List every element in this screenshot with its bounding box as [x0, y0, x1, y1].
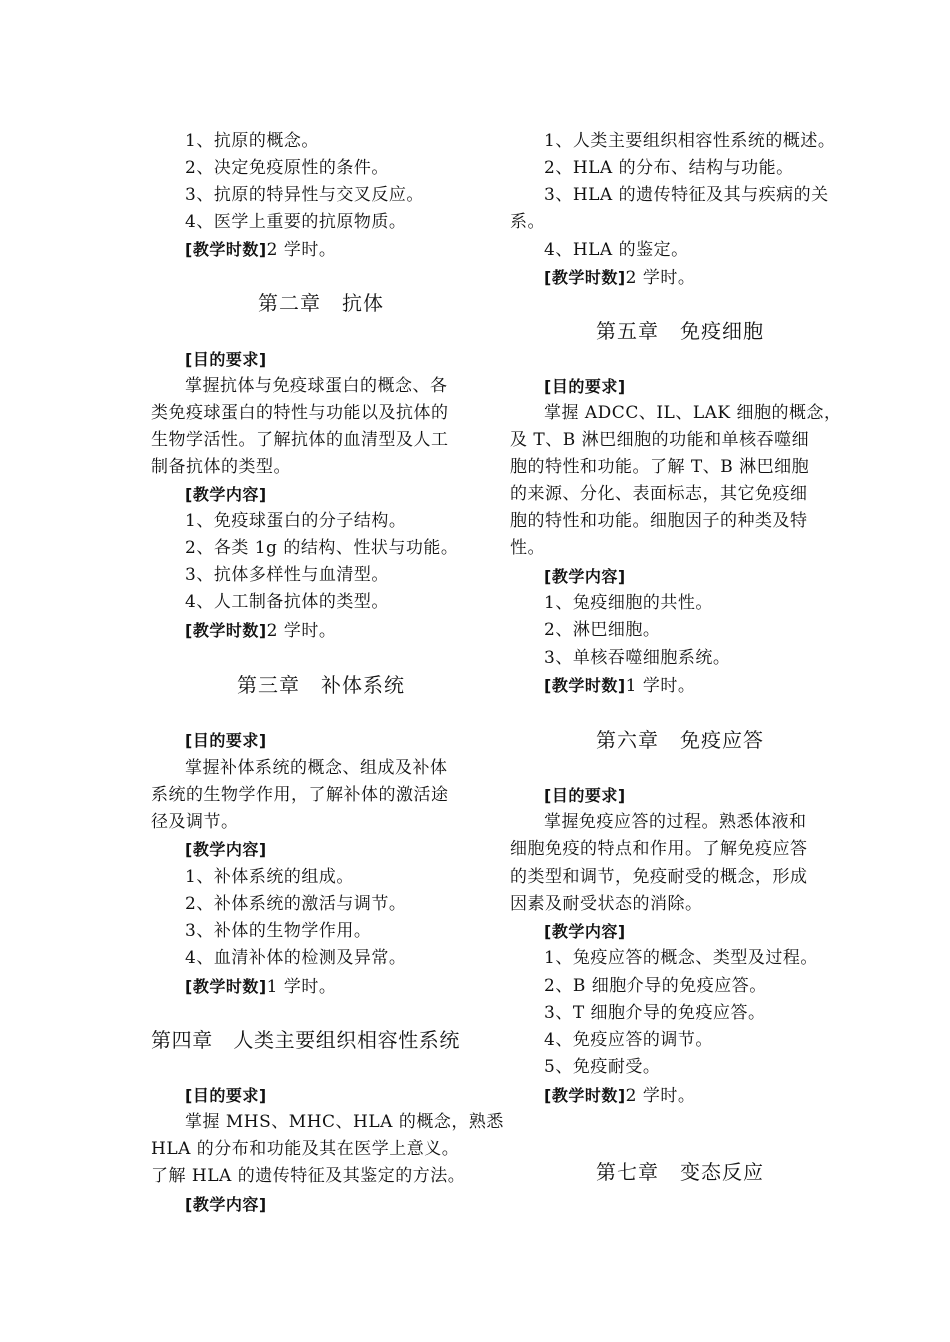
- antigen-item-2: 2、决定免疫原性的条件。: [185, 158, 389, 178]
- hours-heading: [教学时数]: [185, 240, 267, 259]
- ch5-goal-text-2: 及 T、B 淋巴细胞的功能和单核吞噬细: [510, 430, 810, 450]
- hours-value: 2 学时。: [625, 1086, 696, 1106]
- ch2-goal-text-1: 掌握抗体与免疫球蛋白的概念、各: [185, 376, 448, 396]
- ch5-goal-text-3: 胞的特性和功能。了解 T、B 淋巴细胞: [510, 457, 810, 477]
- ch2-goal-text-4: 制备抗体的类型。: [151, 457, 291, 477]
- hla-item-2: 2、HLA 的分布、结构与功能。: [544, 158, 794, 178]
- ch6-item-5: 5、免疫耐受。: [544, 1057, 661, 1077]
- ch1-hours: [151, 236, 501, 264]
- ch2-item-4: 4、人工制备抗体的类型。: [185, 592, 389, 612]
- ch2-content-heading: [教学内容]: [185, 485, 267, 504]
- chapter-6-title: 第六章 免疫应答: [596, 728, 764, 752]
- ch3-goal-text-2: 系统的生物学作用，了解补体的激活途: [151, 785, 449, 805]
- ch3-goal-text-1: 掌握补体系统的概念、组成及补体: [185, 758, 448, 778]
- hours-heading: [教学时数]: [544, 268, 626, 287]
- ch6-item-1: 1、兔疫应答的概念、类型及过程。: [544, 948, 818, 968]
- hours-value: 1 学时。: [625, 676, 696, 696]
- ch3-hours: [151, 973, 501, 1001]
- hla-item-4: 4、HLA 的鉴定。: [544, 240, 689, 260]
- hours-heading: [教学时数]: [185, 621, 267, 640]
- ch6-goal-text-2: 细胞免疫的特点和作用。了解免疫应答: [510, 839, 808, 859]
- ch2-goal-text-2: 类免疫球蛋白的特性与功能以及抗体的: [151, 403, 449, 423]
- ch4-goal-heading: [目的要求]: [185, 1086, 267, 1105]
- ch5-hours: [510, 672, 860, 700]
- ch3-item-4: 4、血清补体的检测及异常。: [185, 948, 407, 968]
- ch5-goal-text-5: 胞的特性和功能。细胞因子的种类及特: [510, 511, 808, 531]
- ch4-hours: [510, 264, 860, 292]
- ch3-item-3: 3、补体的生物学作用。: [185, 921, 372, 941]
- ch2-goal-text-3: 生物学活性。了解抗体的血清型及人工: [151, 430, 449, 450]
- ch3-content-heading: [教学内容]: [185, 840, 267, 859]
- ch5-item-3: 3、单核吞噬细胞系统。: [544, 648, 731, 668]
- ch5-goal-text-1: 掌握 ADCC、IL、LAK 细胞的概念，: [544, 403, 842, 423]
- hla-item-3: 3、HLA 的遗传特征及其与疾病的关: [544, 185, 829, 205]
- ch5-goal-text-6: 性。: [510, 538, 545, 558]
- ch6-hours: [510, 1082, 860, 1110]
- ch2-item-1: 1、免疫球蛋白的分子结构。: [185, 511, 407, 531]
- chapter-4-title: 第四章 人类主要组织相容性系统: [151, 1028, 460, 1052]
- ch6-item-2: 2、B 细胞介导的免疫应答。: [544, 976, 767, 996]
- chapter-5-title: 第五章 免疫细胞: [596, 319, 764, 343]
- hours-value: 1 学时。: [266, 977, 337, 997]
- ch4-goal-text-1: 掌握 MHS、MHC、HLA 的概念，熟悉: [185, 1112, 504, 1132]
- ch5-content-heading: [教学内容]: [544, 567, 626, 586]
- ch2-item-3: 3、抗体多样性与血清型。: [185, 565, 389, 585]
- ch6-goal-text-1: 掌握免疫应答的过程。熟悉体液和: [544, 812, 807, 832]
- hours-heading: [教学时数]: [544, 676, 626, 695]
- ch6-content-heading: [教学内容]: [544, 922, 626, 941]
- ch6-item-4: 4、免疫应答的调节。: [544, 1030, 713, 1050]
- ch6-goal-text-4: 因素及耐受状态的消除。: [510, 894, 703, 914]
- ch2-item-2: 2、各类 1g 的结构、性状与功能。: [185, 538, 459, 558]
- hours-value: 2 学时。: [266, 621, 337, 641]
- ch4-goal-text-3: 了解 HLA 的遗传特征及其鉴定的方法。: [151, 1166, 466, 1186]
- hla-item-1: 1、人类主要组织相容性系统的概述。: [544, 131, 836, 151]
- ch6-item-3: 3、T 细胞介导的免疫应答。: [544, 1003, 766, 1023]
- ch2-hours: [151, 617, 501, 645]
- ch3-goal-heading: [目的要求]: [185, 731, 267, 750]
- ch6-goal-text-3: 的类型和调节，免疫耐受的概念，形成: [510, 867, 808, 887]
- ch3-item-2: 2、补体系统的激活与调节。: [185, 894, 407, 914]
- ch6-goal-heading: [目的要求]: [544, 786, 626, 805]
- ch5-item-1: 1、兔疫细胞的共性。: [544, 593, 713, 613]
- antigen-item-1: 1、抗原的概念。: [185, 131, 319, 151]
- ch4-content-heading: [教学内容]: [185, 1195, 267, 1214]
- hours-value: 2 学时。: [625, 268, 696, 288]
- hours-heading: [教学时数]: [544, 1086, 626, 1105]
- hours-heading: [教学时数]: [185, 977, 267, 996]
- hla-item-3-cont: 系。: [510, 212, 545, 232]
- antigen-item-4: 4、医学上重要的抗原物质。: [185, 212, 407, 232]
- chapter-2-title: 第二章 抗体: [258, 291, 384, 315]
- antigen-item-3: 3、抗原的特异性与交叉反应。: [185, 185, 424, 205]
- ch4-goal-text-2: HLA 的分布和功能及其在医学上意义。: [151, 1139, 460, 1159]
- ch5-goal-text-4: 的来源、分化、表面标志，其它免疫细: [510, 484, 808, 504]
- ch5-goal-heading: [目的要求]: [544, 377, 626, 396]
- chapter-7-title: 第七章 变态反应: [596, 1160, 764, 1184]
- hours-value: 2 学时。: [266, 240, 337, 260]
- ch5-item-2: 2、淋巴细胞。: [544, 620, 661, 640]
- ch3-goal-text-3: 径及调节。: [151, 812, 239, 832]
- ch3-item-1: 1、补体系统的组成。: [185, 867, 354, 887]
- chapter-3-title: 第三章 补体系统: [237, 673, 405, 697]
- ch2-goal-heading: [目的要求]: [185, 350, 267, 369]
